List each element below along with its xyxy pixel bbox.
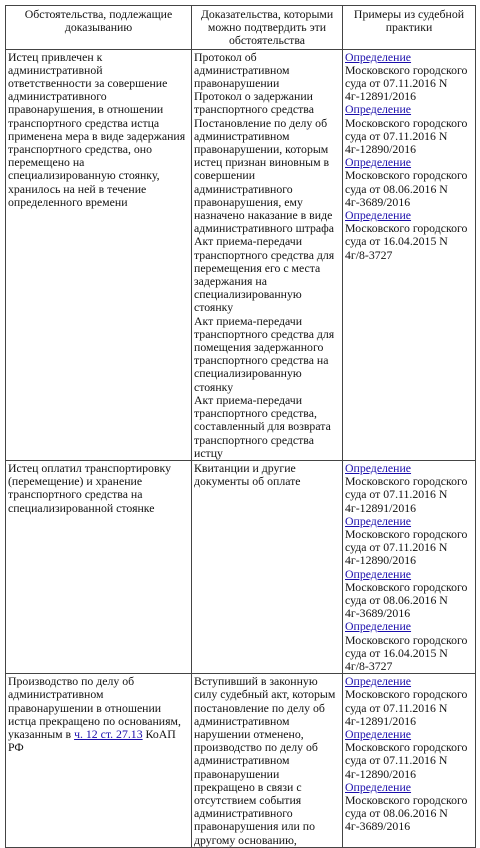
evidence-item: Квитанции и другие документы об оплате — [194, 460, 301, 489]
definition-link[interactable]: Определение — [345, 208, 412, 223]
example-text: Московского городского суда от 07.11.2016 N 4г-12890/2016 — [345, 115, 468, 157]
court-example — [345, 156, 473, 209]
evidence-cell — [192, 674, 343, 848]
court-example — [345, 728, 473, 781]
evidence-item: Акт приема-передачи транспортного средства для помещения задержанного транспортного средства на специализированную стоянку — [194, 313, 335, 394]
circumstance-cell — [6, 674, 192, 848]
example-text: Московского городского суда от 07.11.2016 N 4г-12891/2016 — [345, 62, 468, 104]
evidence-item: Акт приема-передачи транспортного средства, составленный для возврата транспортного средства истцу — [194, 392, 331, 460]
court-example — [345, 620, 473, 673]
table-row — [6, 460, 476, 673]
examples-cell — [343, 460, 476, 673]
court-example — [345, 568, 473, 621]
evidence-item: Протокол об административном правонарушении — [194, 49, 290, 91]
example-text: Московского городского суда от 07.11.2016 N 4г-12891/2016 — [345, 687, 468, 728]
example-text: Московского городского суда от 07.11.2016 N 4г-12890/2016 — [345, 740, 468, 781]
example-text: Московского городского суда от 07.11.2016 N 4г-12891/2016 — [345, 474, 468, 515]
court-example — [345, 103, 473, 156]
header-circumstances: Обстоятельства, подлежащие доказыванию — [6, 6, 192, 50]
definition-link[interactable]: Определение — [345, 49, 412, 64]
table-header-row — [6, 6, 476, 50]
example-text: Московского городского суда от 07.11.2016 N 4г-12890/2016 — [345, 526, 468, 568]
definition-link[interactable]: Определение — [345, 102, 412, 117]
circumstance-cell: Истец оплатил транспортировку (перемещение) и хранение транспортного средства на специализированной стоянке — [6, 460, 192, 673]
example-text: Московского городского суда от 08.06.2016 N 4г-3689/2016 — [345, 579, 468, 621]
evidence-cell — [192, 49, 343, 460]
evidence-item: Вступивший в законную силу судебный акт, которым постановление по делу об административном нарушении отменено, производство по делу об административном правонарушении прекращено в связи с отсутствием события административного правонарушения или по другому основанию, — [194, 674, 336, 847]
court-example — [345, 51, 473, 104]
definition-link[interactable]: Определение — [345, 726, 412, 741]
evidence-item: Акт приема-передачи транспортного средства для перемещения его с места задержания на специализированную стоянку — [194, 234, 335, 315]
evidence-table — [5, 5, 476, 848]
table-row — [6, 674, 476, 848]
law-article-link[interactable]: ч. 12 ст. 27.13 — [74, 726, 143, 741]
circumstance-cell: Истец привлечен к административной ответственности за совершение административного правонарушения, в отношении транспортного средства истца применена мера в виде задержания транспортного средства, оно перемещено на специализированную стоянку, хранилось на ней в течение определенного времени — [6, 49, 192, 460]
examples-cell — [343, 49, 476, 460]
example-text: Московского городского суда от 16.04.2015 N 4г/8-3727 — [345, 221, 468, 262]
court-example — [345, 209, 473, 262]
evidence-item: Постановление по делу об административном правонарушении, которым истец признан виновным в совершении административного правонарушения, ему назначено наказание в виде административного штрафа — [194, 115, 335, 236]
circumstance-text: Производство по делу об административном правонарушении в отношении истца прекращено по основаниям, указанным в — [8, 674, 181, 741]
definition-link[interactable]: Определение — [345, 566, 412, 581]
evidence-cell — [192, 460, 343, 673]
court-example — [345, 515, 473, 568]
definition-link[interactable]: Определение — [345, 779, 412, 794]
example-text: Московского городского суда от 16.04.2015 N 4г/8-3727 — [345, 632, 468, 673]
definition-link[interactable]: Определение — [345, 460, 412, 475]
definition-link[interactable]: Определение — [345, 619, 412, 634]
evidence-item: Протокол о задержании транспортного средства — [194, 89, 314, 117]
court-example — [345, 462, 473, 515]
example-text: Московского городского суда от 08.06.2016 N 4г-3689/2016 — [345, 168, 468, 209]
definition-link[interactable]: Определение — [345, 513, 412, 528]
examples-cell — [343, 674, 476, 848]
definition-link[interactable]: Определение — [345, 155, 412, 170]
example-text: Московского городского суда от 08.06.2016 N 4г-3689/2016 — [345, 792, 468, 834]
court-example — [345, 781, 473, 834]
table-row — [6, 49, 476, 460]
header-court-practice: Примеры из судебной практики — [343, 6, 476, 50]
circumstance-text-end: КоАП РФ — [8, 726, 176, 755]
court-example — [345, 675, 473, 728]
header-evidence: Доказательства, которыми можно подтвердить эти обстоятельства — [192, 6, 343, 50]
definition-link[interactable]: Определение — [345, 674, 412, 689]
